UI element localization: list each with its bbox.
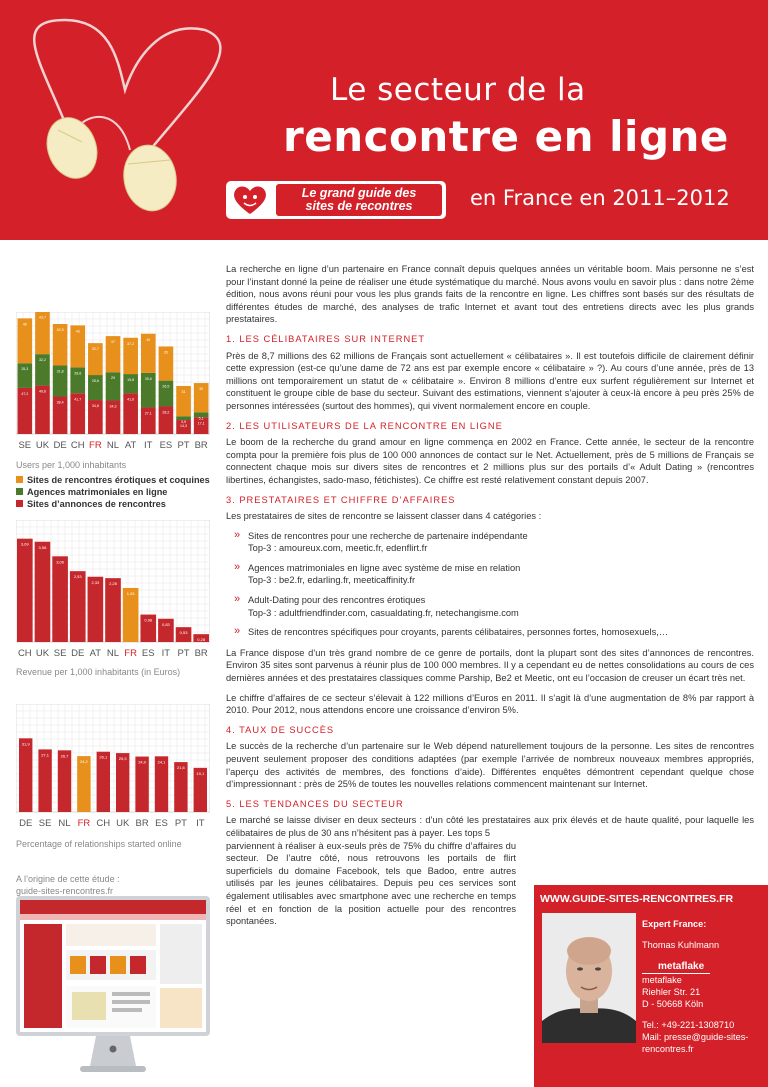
legend-item-agencies: Agences matrimoniales en ligne — [16, 486, 210, 498]
section-5-paragraph-2: parviennent à réaliser à eux-seuls près de 75% du chiffre d’affaires du secteur. De l’autre côté, nous retrouvons les portails de flirt superficiels du domaine Facebook, tels que Badoo, entre autres utilisés par les jeunes célibataires. Depuis peu ces services sont également utilisables avec smartphone avec une recherche en temps réel et en fonction de la position actuelle pour des rencontres spontanées. — [226, 840, 516, 927]
x-tick-label: IT — [161, 648, 171, 659]
chevron-right-icon: » — [234, 625, 241, 638]
data-label: 41,7 — [74, 397, 82, 402]
bar — [97, 752, 110, 812]
users-chart-legend — [16, 474, 210, 510]
data-label: 35 — [163, 350, 168, 355]
x-tick-label: IT — [196, 818, 205, 829]
data-label: 26,5 — [162, 384, 170, 389]
section-2-text: Le boom de la recherche du grand amour en ligne commença en 2002 en France. Cette année, le secteur de la rencontre compta pour la première fois plus de 100 000 annonces de contact sur le Net. Actuellement, près de 5 millions de Français se connectent chaque mois sur divers sites de rencontres et 2 millions plus sur des portails d’« Adult Dating » (rencontres libertines, échangistes, sado-maso, fétichistes). Ce chiffre est resté relativement constant depuis 2007. — [226, 437, 754, 485]
data-label: 0,53 — [179, 630, 188, 636]
data-label: 34,3 — [109, 404, 117, 409]
data-label: 46 — [22, 322, 27, 327]
data-label: 2,33 — [91, 579, 100, 585]
data-label: 2,28 — [109, 581, 117, 587]
section-5-paragraph-1: Le marché se laisse diviser en deux secteurs : d’un côté les prestataires aux prix élevés et de haute qualité, pour laquelle les célibataires de plus de 30 ans n’hésitent pas à payer. Les tops 5 — [226, 815, 754, 838]
chevron-right-icon: » — [234, 560, 241, 573]
data-label: 35,6 — [144, 376, 152, 381]
data-label: 29 — [111, 376, 115, 381]
data-label: 28,2 — [162, 410, 170, 415]
users-chart — [16, 312, 210, 454]
legend-swatch — [16, 476, 23, 483]
bar — [35, 542, 51, 642]
expert-portrait — [542, 913, 636, 1043]
x-tick-label: NL — [58, 818, 71, 829]
x-tick-label: PT — [174, 818, 187, 829]
section-1-title: 1. LES CÉLIBATAIRES SUR INTERNET — [226, 333, 426, 344]
data-label: 26,7 — [60, 753, 69, 759]
relationships-chart — [16, 704, 210, 832]
data-label: 21,6 — [177, 765, 185, 771]
data-label: 31 — [181, 389, 186, 394]
data-label: 24,2 — [80, 759, 88, 765]
x-tick-label: FR — [77, 818, 91, 829]
data-label: 34,8 — [91, 404, 99, 409]
bar — [135, 757, 148, 812]
section-3-paragraph-1: La France dispose d’un très grand nombre de ce genre de portails, dont la plupart sont des sites d’annonces de rencontres. Environ 35 sites sont parvenus à réunir plus de 100 000 membres. Il y a cependant eu de nettes consolidations au cours de ces dernières années et des prestataires classiques comme Parship, Be2 et Meetic, ont eu l’occasion de creuser un écart très net. — [226, 647, 754, 684]
title-line-1: Le secteur de la — [330, 72, 586, 108]
bar — [77, 756, 90, 812]
data-label: 32,2 — [38, 358, 46, 363]
x-tick-label: UK — [35, 648, 50, 659]
section-3-intro: Les prestataires de sites de rencontre se laissent classer dans 4 catégories : — [226, 511, 542, 522]
x-tick-label: BR — [194, 440, 208, 451]
bar — [88, 577, 104, 642]
data-label: 0,28 — [197, 637, 206, 643]
list-item: » Adult-Dating pour des rencontres érotiques Top-3 : adultfriendfinder.com, casualdating.fr, netechangisme.com — [234, 593, 519, 618]
data-label: 25,5 — [118, 756, 127, 762]
x-tick-label: AT — [89, 648, 102, 659]
data-label: 40 — [146, 337, 151, 342]
legend-item-ads: Sites d’annonces de rencontres — [16, 498, 210, 510]
relationships-chart-svg — [16, 704, 210, 832]
data-label: 42,5 — [56, 328, 64, 333]
x-tick-label: CH — [70, 440, 85, 451]
x-tick-label: NL — [106, 648, 120, 659]
data-label: 47,2 — [21, 391, 29, 396]
revenue-chart — [16, 520, 210, 661]
company-city: D - 50668 Köln — [642, 999, 704, 1009]
data-label: 2,53 — [73, 574, 82, 580]
section-1-text: Près de 8,7 millions des 62 millions de Français sont actuellement « célibataires ». Il est toutefois difficile de clairement définir cette expression (est-ce qu’une dame de 72 ans est par exemple encore « célibataire » ?). Au cours d’une année, près de 13 millions ont temporairement un statut de « célibataire ». Environ 8 millions d’entre eux surfent régulièrement sur Internet et constituent le groupe cible de base du secteur. Suivant des estimations, viennent s’ajouter à ceux-là encore à peu près 25% de personnes intéressées (surtout des hommes), qui vivent normalement encore en couple. — [226, 350, 754, 411]
x-tick-label: IT — [144, 440, 153, 451]
section-4-title: 4. TAUX DE SUCCÈS — [226, 724, 335, 735]
data-label: 24,1 — [157, 759, 166, 765]
x-tick-label: SE — [18, 440, 32, 451]
x-tick-label: PT — [177, 440, 190, 451]
x-tick-label: BR — [194, 648, 208, 659]
main-article — [226, 263, 754, 935]
data-label: 19,1 — [196, 770, 205, 776]
chevron-right-icon: » — [234, 593, 241, 606]
x-tick-label: DE — [71, 648, 85, 659]
bar-segment — [123, 374, 138, 393]
legend-swatch — [16, 488, 23, 495]
data-label: 26,6 — [74, 371, 82, 376]
x-tick-label: AT — [124, 440, 137, 451]
data-label: 41,6 — [127, 397, 135, 402]
website-link[interactable]: WWW.GUIDE-SITES-RENCONTRES.FR — [540, 893, 734, 905]
provider-categories — [234, 530, 754, 639]
data-label: 26,1 — [99, 754, 108, 760]
data-label: 49,6 — [38, 389, 46, 394]
data-label: 1,93 — [126, 590, 135, 596]
x-tick-label: ES — [155, 818, 168, 829]
header-banner — [0, 0, 768, 240]
data-label: 30 — [199, 387, 204, 392]
email-address[interactable]: Mail: presse@guide-sites- rencontres.fr — [642, 1032, 749, 1054]
legend-swatch — [16, 500, 23, 507]
bar — [52, 556, 68, 642]
data-label: 19,8 — [127, 378, 135, 383]
subtitle: en France en 2011–2012 — [470, 186, 730, 210]
title-line-2: rencontre en ligne — [283, 112, 729, 161]
x-tick-label: DE — [53, 440, 67, 451]
website-monitor-image — [16, 896, 210, 1076]
x-tick-label: SE — [53, 648, 67, 659]
data-label: 5,1 — [198, 416, 204, 421]
bar — [19, 738, 32, 812]
data-label: 0,98 — [144, 617, 153, 623]
list-item: » Agences matrimoniales en ligne avec système de mise en relation Top-3 : be2.fr, edarling.fr, meeticaffinity.fr — [234, 560, 521, 586]
data-label: 24,0 — [138, 759, 146, 765]
mouse-heart-illustration — [0, 0, 230, 240]
data-label: 37 — [111, 340, 115, 345]
x-tick-label: ES — [159, 440, 173, 451]
x-tick-label: FR — [89, 440, 102, 451]
bar — [116, 753, 129, 812]
x-tick-label: CH — [17, 648, 32, 659]
phone-number: Tel.: +49-221-1308710 — [642, 1020, 735, 1030]
data-label: 38,4 — [56, 400, 64, 405]
intro-paragraph: La recherche en ligne d’un partenaire en France connaît depuis quelques années un véritable boom. Mais personne ne s’est pour l’instant donné la peine de réaliser une étude systématique du marché. Nous avons voulu en savoir plus : dans notre 2ème édition, nous avons réuni pour vous les plus grands faits de la rencontre en ligne. Les chiffres sont basés sur des résultats de différentes études de marché, des analyses de trafic Internet et avant tout des entretiens directs avec les plus grands prestataires. — [226, 264, 754, 325]
data-label: 27,1 — [144, 411, 152, 416]
guide-logo — [226, 181, 446, 219]
data-label: 14,3 — [180, 424, 188, 429]
list-item: » Sites de rencontres spécifiques pour croyants, parents célibataires, personnes fortes, homosexuels,… — [234, 625, 669, 638]
bar — [17, 539, 33, 642]
section-5-title: 5. LES TENDANCES DU SECTEUR — [226, 798, 404, 809]
company-street: Riehler Str. 21 — [642, 987, 701, 997]
x-tick-label: FR — [124, 648, 137, 659]
x-tick-label: UK — [35, 440, 50, 451]
data-label: 32,7 — [91, 347, 99, 352]
x-tick-label: UK — [116, 818, 130, 829]
bar — [70, 571, 86, 642]
data-label: 31,9 — [21, 741, 30, 747]
section-4-text: Le succès de la recherche d’un partenaire sur le Web dépend naturellement toujours de la personne. Les sites de rencontres peuvent seulement proposer des conditions adaptées (par exemple l’arrivée de nombreux nouveaux membres appropriés, l’aperçu des activités de membres, des fonctions d’aide). Différentes enquêtes démontrent cependant quelque chose d’impressionnant : près de 25% de toutes les nouvelles relations commencent maintenant sur Internet. — [226, 741, 754, 790]
x-tick-label: ES — [141, 648, 155, 659]
x-tick-label: NL — [106, 440, 120, 451]
data-label: 25,6 — [91, 379, 99, 384]
heart-icon — [232, 184, 268, 216]
legend-item-erotic: Sites de rencontres érotiques et coquines — [16, 474, 210, 486]
bar — [155, 756, 168, 812]
metaflake-logo: metaflake — [642, 961, 710, 974]
x-tick-label: CH — [96, 818, 111, 829]
data-label: 3,58 — [38, 544, 47, 550]
bar — [123, 588, 139, 642]
study-origin: A l’origine de cette étude : guide-sites-rencontres.fr — [16, 874, 120, 896]
data-label: 3,9 — [181, 420, 187, 425]
contact-box — [534, 885, 768, 1087]
expert-role: Expert France: — [642, 919, 707, 929]
expert-name: Thomas Kuhlmann — [642, 940, 720, 950]
chevron-right-icon: » — [234, 528, 241, 541]
data-label: 31,8 — [56, 369, 64, 374]
section-3-paragraph-2: Le chiffre d’affaires de ce secteur s’élevait à 122 millions d’Euros en 2011. Il s’agit là d’une augmentation de 8% par rapport à 2010. Pour 2012, nous attendons encore une croissance d’environ 5%. — [226, 692, 754, 716]
data-label: 17,1 — [197, 421, 205, 426]
bar — [38, 749, 51, 812]
data-label: 25,3 — [21, 367, 29, 372]
bar — [105, 578, 121, 642]
list-item: » Sites de rencontres pour une recherche de partenaire indépendante Top-3 : amoureux.com, meetic.fr, edenflirt.fr — [234, 528, 528, 554]
data-label: 43,7 — [38, 315, 46, 320]
data-label: 37,2 — [127, 341, 135, 346]
revenue-chart-title: Revenue per 1,000 inhabitants (in Euros) — [16, 667, 181, 677]
data-label: 43 — [75, 329, 80, 334]
x-tick-label: BR — [135, 818, 149, 829]
users-chart-title: Users per 1,000 inhabitants — [16, 460, 127, 470]
x-tick-label: DE — [19, 818, 33, 829]
users-chart-svg — [16, 312, 210, 454]
relationships-chart-title: Percentage of relationships started online — [16, 839, 182, 849]
data-label: 27,1 — [41, 752, 49, 758]
x-tick-label: SE — [38, 818, 52, 829]
expert-info — [642, 918, 766, 1055]
logo-text: Le grand guide des sites de recontres — [276, 184, 442, 216]
section-2-title: 2. LES UTILISATEURS DE LA RENCONTRE EN LIGNE — [226, 420, 503, 431]
section-3-title: 3. PRESTATAIRES ET CHIFFRE D’AFFAIRES — [226, 494, 456, 505]
revenue-chart-svg — [16, 520, 210, 661]
data-label: 3,06 — [56, 559, 64, 565]
data-label: 0,83 — [162, 621, 170, 627]
bar — [58, 750, 71, 812]
x-tick-label: PT — [177, 648, 190, 659]
data-label: 3,69 — [20, 541, 29, 547]
company-name: metaflake — [642, 975, 682, 985]
